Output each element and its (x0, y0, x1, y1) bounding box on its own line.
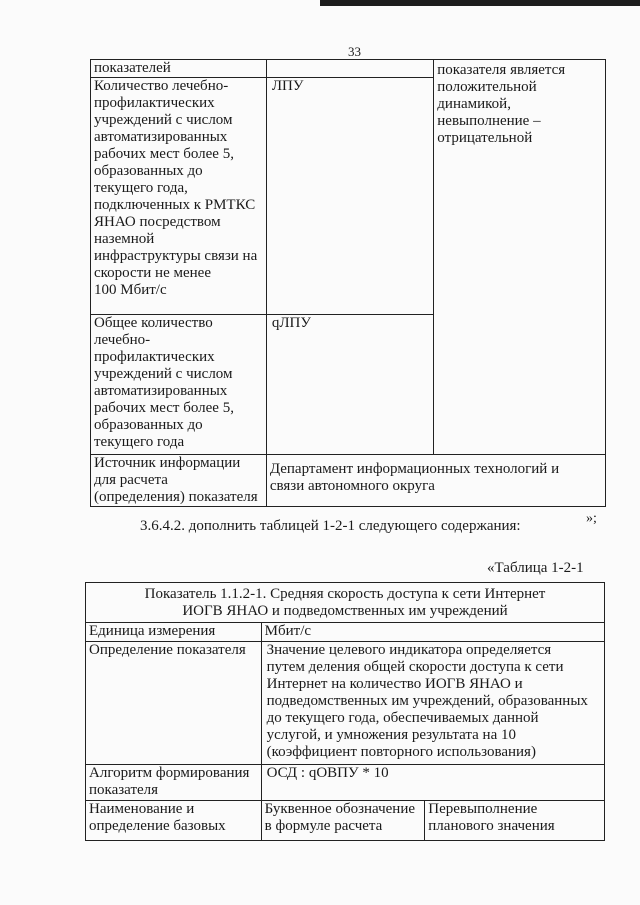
header-cell (91, 60, 267, 78)
unit-label: Единица измерения (89, 623, 216, 639)
definition-label: Определение показателя (89, 642, 246, 658)
definition-value: Значение целевого индикатора определяется путем деления общей скорости доступа к сети Интернет на количество ИОГВ ЯНАО и подведомственных им учреждений, образованных до текущего года, обеспечиваемых данной услугой, и умножения результата на 10 (коэффициент повторного использования) (266, 642, 588, 760)
paragraph-3-6-4-2: 3.6.4.2. дополнить таблицей 1-2-1 следующего содержания: (140, 518, 521, 534)
source-label-cell (91, 455, 267, 507)
row1-text-cell (91, 78, 267, 315)
base-note-header-cell (425, 801, 605, 841)
base-label: Наименование и определение базовых (89, 801, 226, 834)
source-value: Департамент информационных технологий и связи автономного округа (269, 461, 560, 494)
definition-label-cell (86, 642, 262, 765)
row1-symbol-cell (266, 78, 433, 315)
table-caption: «Таблица 1-2-1 (487, 560, 584, 576)
right-note-text: показателя является положительной динамикой, невыполнение – отрицательной (437, 62, 566, 146)
row2-text: Общее количество лечебно- профилактических учреждений с числом автоматизированных рабочих мест более 5, образованных до текущего года (94, 315, 234, 450)
row2-symbol-cell (266, 315, 433, 455)
indicator-title: Показатель 1.1.2-1. Средняя скорость доступа к сети Интернет ИОГВ ЯНАО и подведомственных им учреждений (144, 586, 546, 619)
end-quote: »; (586, 511, 597, 526)
unit-value-cell (261, 623, 604, 642)
row1-text: Количество лечебно- профилактических учреждений с числом автоматизированных рабочих мест более 5, образованных до текущего года, подключенных к РМТКС ЯНАО посредством наземной инфраструктуры связи на скорости не менее 100 Мбит/с (94, 78, 258, 298)
row2-text-cell (91, 315, 267, 455)
base-symbol-header-cell (261, 801, 425, 841)
indicator-table-1-2-1 (85, 582, 605, 841)
unit-label-cell (86, 623, 262, 642)
base-label-cell (86, 801, 262, 841)
scan-edge-bar (320, 0, 640, 6)
row2-symbol: qЛПУ (271, 315, 311, 331)
source-value-cell (266, 455, 605, 507)
algorithm-value: ОСД : qОВПУ * 10 (266, 765, 389, 781)
right-note-cell (434, 60, 606, 455)
base-symbol-header: Буквенное обозначение в формуле расчета (264, 801, 416, 834)
source-label: Источник информации для расчета (определения) показателя (94, 455, 258, 505)
algorithm-label: Алгоритм формирования показателя (89, 765, 250, 798)
definition-value-cell (261, 642, 604, 765)
page-number: 33 (348, 44, 361, 59)
algorithm-value-cell (261, 765, 604, 801)
indicator-table-continued (90, 59, 606, 507)
header-cell-empty (266, 60, 433, 78)
unit-value: Мбит/с (264, 623, 312, 639)
row1-symbol: ЛПУ (271, 78, 304, 94)
header-left-text: показателей (94, 60, 171, 76)
base-note-header: Перевыполнение планового значения (428, 801, 555, 834)
algorithm-label-cell (86, 765, 262, 801)
indicator-title-cell (86, 583, 605, 623)
